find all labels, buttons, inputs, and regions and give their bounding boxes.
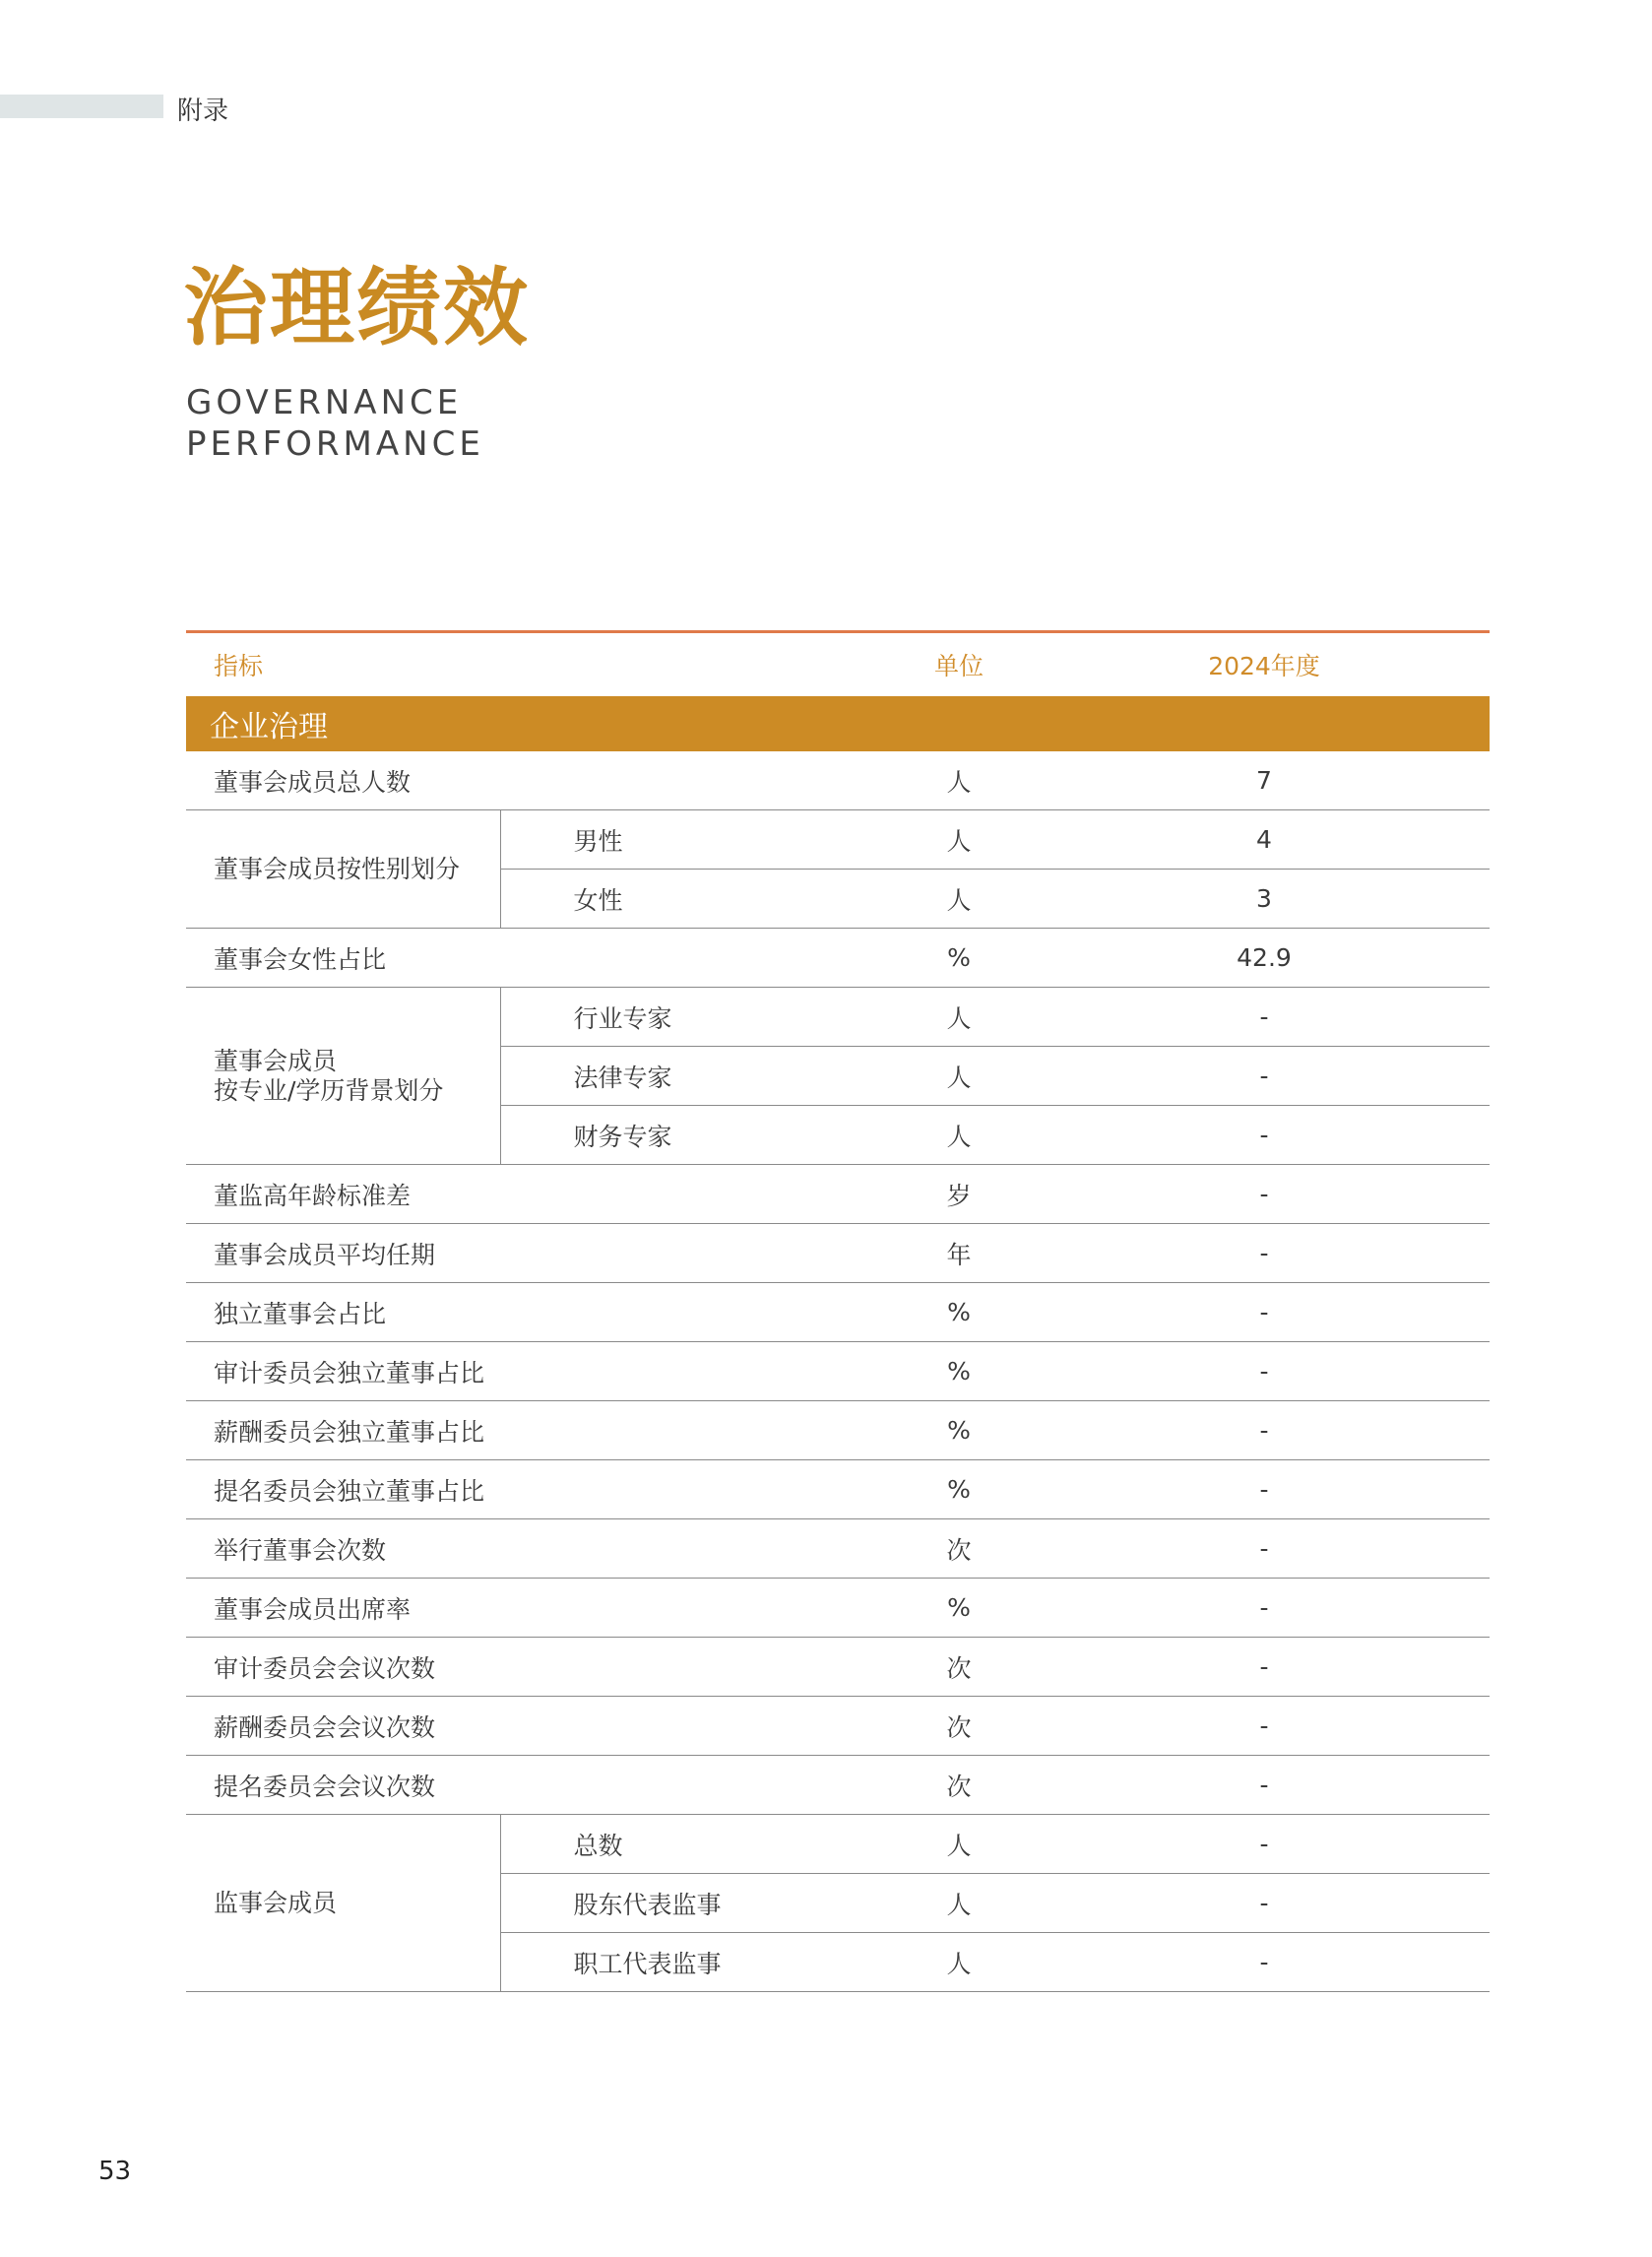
indicator-cell: 董事会成员总人数 [186,751,879,810]
group-label-line-1: 董事会成员 [214,1046,338,1075]
table-row [186,1224,1490,1283]
unit-cell: 人 [879,1933,1039,1992]
indicator-cell: 董事会成员出席率 [186,1579,879,1638]
indicator-cell: 提名委员会会议次数 [186,1756,879,1815]
column-header-unit: 单位 [933,652,984,680]
indicator-cell: 审计委员会独立董事占比 [186,1342,879,1401]
value-cell: - [1039,1933,1490,1992]
value-cell: - [1039,1224,1490,1283]
table-row [186,1401,1490,1460]
unit-cell: % [879,1460,1039,1519]
table-row [186,1283,1490,1342]
page-subtitle [186,382,484,465]
unit-cell: % [879,1401,1039,1460]
indicator-cell: 董事会女性占比 [186,929,879,988]
table-row [186,1756,1490,1815]
page-title: 治理绩效 [183,259,530,357]
indicator-cell: 董事会成员平均任期 [186,1224,879,1283]
table-header [186,633,1490,696]
table-row [186,929,1490,988]
unit-cell: 次 [879,1697,1039,1756]
value-cell: - [1039,1756,1490,1815]
sub-indicator-cell: 总数 [500,1815,879,1874]
unit-cell: 人 [879,810,1039,870]
unit-cell: 年 [879,1224,1039,1283]
table-row [186,1697,1490,1756]
sub-indicator-cell: 男性 [500,810,879,870]
table-row [186,1815,1490,1874]
value-cell: - [1039,1815,1490,1874]
table-row [186,1342,1490,1401]
table-row [186,988,1490,1047]
indicator-cell: 薪酬委员会独立董事占比 [186,1401,879,1460]
governance-table [186,630,1490,1992]
page-number: 53 [98,2157,132,2186]
unit-cell: % [879,929,1039,988]
sub-indicator-cell: 女性 [500,870,879,929]
indicator-cell: 审计委员会会议次数 [186,1638,879,1697]
value-cell: - [1039,1165,1490,1224]
sub-indicator-cell: 法律专家 [500,1047,879,1106]
column-header-year: 2024年度 [1208,652,1320,680]
unit-cell: 人 [879,1815,1039,1874]
group-cell: 监事会成员 [186,1815,500,1992]
subtitle-line-2: PERFORMANCE [186,424,484,464]
category-label: 企业治理 [186,696,1490,751]
indicator-cell: 独立董事会占比 [186,1283,879,1342]
value-cell: - [1039,1106,1490,1165]
category-row [186,696,1490,751]
unit-cell: 次 [879,1638,1039,1697]
group-cell [186,988,500,1165]
table-row [186,1460,1490,1519]
value-cell: 42.9 [1039,929,1490,988]
sub-indicator-cell: 行业专家 [500,988,879,1047]
indicator-cell: 提名委员会独立董事占比 [186,1460,879,1519]
value-cell: - [1039,1874,1490,1933]
value-cell: - [1039,1342,1490,1401]
unit-cell: % [879,1579,1039,1638]
header-accent-bar [0,95,163,118]
value-cell: - [1039,1283,1490,1342]
value-cell: - [1039,1579,1490,1638]
sub-indicator-cell: 财务专家 [500,1106,879,1165]
value-cell: - [1039,988,1490,1047]
table-row [186,1638,1490,1697]
sub-indicator-cell: 职工代表监事 [500,1933,879,1992]
table-row [186,1519,1490,1579]
indicator-cell: 举行董事会次数 [186,1519,879,1579]
indicator-cell: 董监高年龄标准差 [186,1165,879,1224]
unit-cell: % [879,1342,1039,1401]
unit-cell: % [879,1283,1039,1342]
value-cell: - [1039,1047,1490,1106]
unit-cell: 人 [879,988,1039,1047]
sub-indicator-cell: 股东代表监事 [500,1874,879,1933]
unit-cell: 次 [879,1519,1039,1579]
unit-cell: 人 [879,870,1039,929]
value-cell: - [1039,1519,1490,1579]
table-row [186,1165,1490,1224]
unit-cell: 人 [879,1874,1039,1933]
section-label: 附录 [177,97,229,126]
column-header-indicator: 指标 [214,652,264,680]
table-row [186,751,1490,810]
unit-cell: 人 [879,1047,1039,1106]
subtitle-line-1: GOVERNANCE [186,383,463,422]
indicator-cell: 薪酬委员会会议次数 [186,1697,879,1756]
table-row [186,810,1490,870]
table-row [186,1579,1490,1638]
value-cell: 3 [1039,870,1490,929]
value-cell: - [1039,1697,1490,1756]
value-cell: 4 [1039,810,1490,870]
unit-cell: 人 [879,751,1039,810]
unit-cell: 岁 [879,1165,1039,1224]
unit-cell: 人 [879,1106,1039,1165]
unit-cell: 次 [879,1756,1039,1815]
value-cell: - [1039,1460,1490,1519]
group-label-line-2: 按专业/学历背景划分 [214,1075,444,1105]
value-cell: - [1039,1638,1490,1697]
group-cell: 董事会成员按性别划分 [186,810,500,929]
value-cell: - [1039,1401,1490,1460]
value-cell: 7 [1039,751,1490,810]
